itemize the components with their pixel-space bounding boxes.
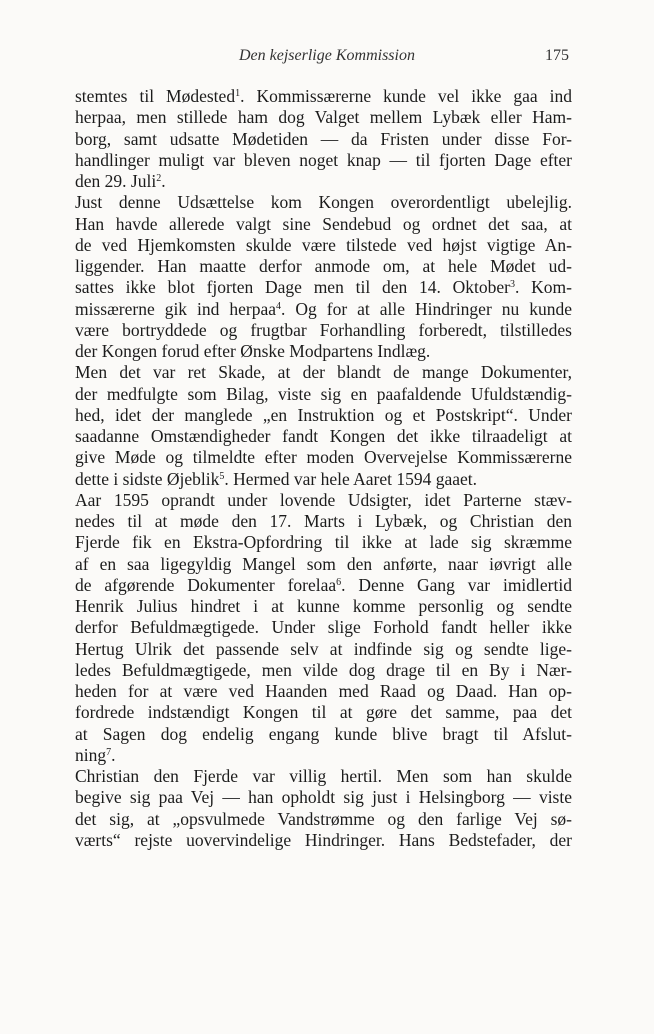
line-text: fordrede indstændigt Kongen til at gøre det samme, paa det [75,702,572,723]
text-line [75,426,572,447]
line-text: de afgørende Dokumenter forelaa [75,574,337,595]
line-text: Christian den Fjerde var villig hertil. Men som han skulde [75,766,572,786]
footnote-marker: 4 [276,300,282,312]
line-text: Fjerde fik en Ekstra-Opfordring til ikke at lade sig skræmme [75,532,572,553]
line-text: at Sagen dog endelig engang kunde blive bragt til Afslut- [75,723,572,744]
line-text: nedes til at møde den 17. Marts i Lybæk, og Christian den [75,511,572,531]
line-text: liggender. Han maatte derfor anmode om, at hele Mødet ud- [75,256,572,276]
text-line [75,469,572,490]
footnote-marker: 2 [156,173,162,184]
text-line [75,575,572,596]
line-text: Henrik Julius hindret i at kunne komme personlig og sendte [75,596,572,616]
line-text: være bortryddede og frugtbar Forhandling forberedt, tilstilledes [75,319,572,340]
line-text: ning [75,744,107,765]
text-line [75,107,572,128]
text-line [75,129,572,150]
line-text: Just denne Udsættelse kom Kongen overordentligt ubelejlig. [75,192,572,213]
line-text-continued: . Kom- [515,277,572,298]
text-line [75,617,572,638]
text-line [75,787,572,808]
footnote-marker: 7 [106,746,112,758]
line-text-continued: . Hermed var hele Aaret 1594 gaaet. [224,468,478,489]
text-line [75,660,572,681]
text-line [75,830,572,851]
text-line [75,277,572,298]
line-text: værts“ rejste uovervindelige Hindringer. Hans Bedstefader, der [75,829,572,850]
line-text-continued: . [111,744,116,765]
line-text-continued: . Og for at alle Hindringer nu kunde [281,298,573,319]
line-text: heden for at være ved Haanden med Raad og Daad. Han op- [75,681,572,701]
text-line [75,639,572,660]
line-text: give Møde og tilmeldte efter moden Overvejelse Kommissærerne [75,447,572,468]
line-text-continued: . [161,171,166,191]
text-line [75,150,572,171]
line-text: dette i sidste Øjeblik [75,468,220,489]
line-text: Han havde allerede valgt sine Sendebud og ordnet det saa, at [75,213,572,234]
footnote-marker: 3 [510,279,516,291]
line-text: de ved Hjemkomsten skulde være tilstede ved højst vigtige An- [75,234,572,255]
text-line [75,320,572,341]
footnote-marker: 5 [219,470,225,482]
footnote-marker: 6 [336,576,342,588]
text-line [75,554,572,575]
text-line [75,299,572,320]
text-line [75,192,572,213]
text-line [75,171,572,192]
text-line [75,384,572,405]
body-text [75,86,572,851]
text-line [75,447,572,468]
line-text: herpaa, men stillede ham dog Valget mellem Lybæk eller Ham- [75,107,572,128]
text-line [75,214,572,235]
line-text: hed, idet der manglede „en Instruktion og et Postskript“. Under [75,404,572,425]
line-text-continued: . Denne Gang var imidlertid [341,574,572,595]
text-line [75,362,572,383]
text-line [75,256,572,277]
page-header [0,45,654,69]
text-line [75,702,572,723]
line-text: Men det var ret Skade, at der blandt de mange Dokumenter, [75,362,572,383]
running-title: Den kejserlige Kommission [239,47,415,64]
line-text: begive sig paa Vej — han opholdt sig just i Helsingborg — viste [75,787,572,808]
line-text: sattes ikke blot fjorten Dage men til den 14. Oktober [75,277,511,298]
line-text: den 29. Juli [75,171,157,191]
line-text: borg, samt udsatte Mødetiden — da Fristen under disse For- [75,128,572,149]
text-line [75,341,572,362]
line-text: missærerne gik ind herpaa [75,298,277,319]
text-line [75,596,572,617]
text-line [75,511,572,532]
line-text: det sig, at „opsvulmede Vandstrømme og den farlige Vej sø- [75,808,572,829]
text-line [75,235,572,256]
text-line [75,86,572,107]
line-text: stemtes til Mødested [75,86,236,106]
text-line [75,724,572,745]
text-line [75,681,572,702]
line-text: der Kongen forud efter Ønske Modpartens Indlæg. [75,341,431,361]
text-line [75,490,572,511]
footnote-marker: 1 [235,88,241,99]
line-text: Hertug Ulrik det passende selv at indfinde sig og sendte lige- [75,638,572,659]
text-line [75,405,572,426]
page-number: 175 [545,47,569,64]
line-text: ledes Befuldmægtigede, men vilde dog drage til en By i Nær- [75,659,572,680]
line-text: derfor Befuldmægtigede. Under slige Forhold fandt heller ikke [75,617,572,638]
line-text: Aar 1595 oprandt under lovende Udsigter, idet Parterne stæv- [75,489,572,510]
text-line [75,745,572,766]
text-line [75,532,572,553]
text-line [75,766,572,787]
line-text: der medfulgte som Bilag, viste sig en paafaldende Ufuldstændig- [75,383,572,404]
line-text-continued: . Kommissærerne kunde vel ikke gaa ind [240,86,572,106]
line-text: af en saa ligegyldig Mangel som den anførte, naar iøvrigt alle [75,553,572,574]
text-line [75,809,572,830]
line-text: handlinger muligt var bleven noget knap — til fjorten Dage efter [75,149,572,170]
line-text: saadanne Omstændigheder fandt Kongen det ikke tilraadeligt at [75,426,572,446]
